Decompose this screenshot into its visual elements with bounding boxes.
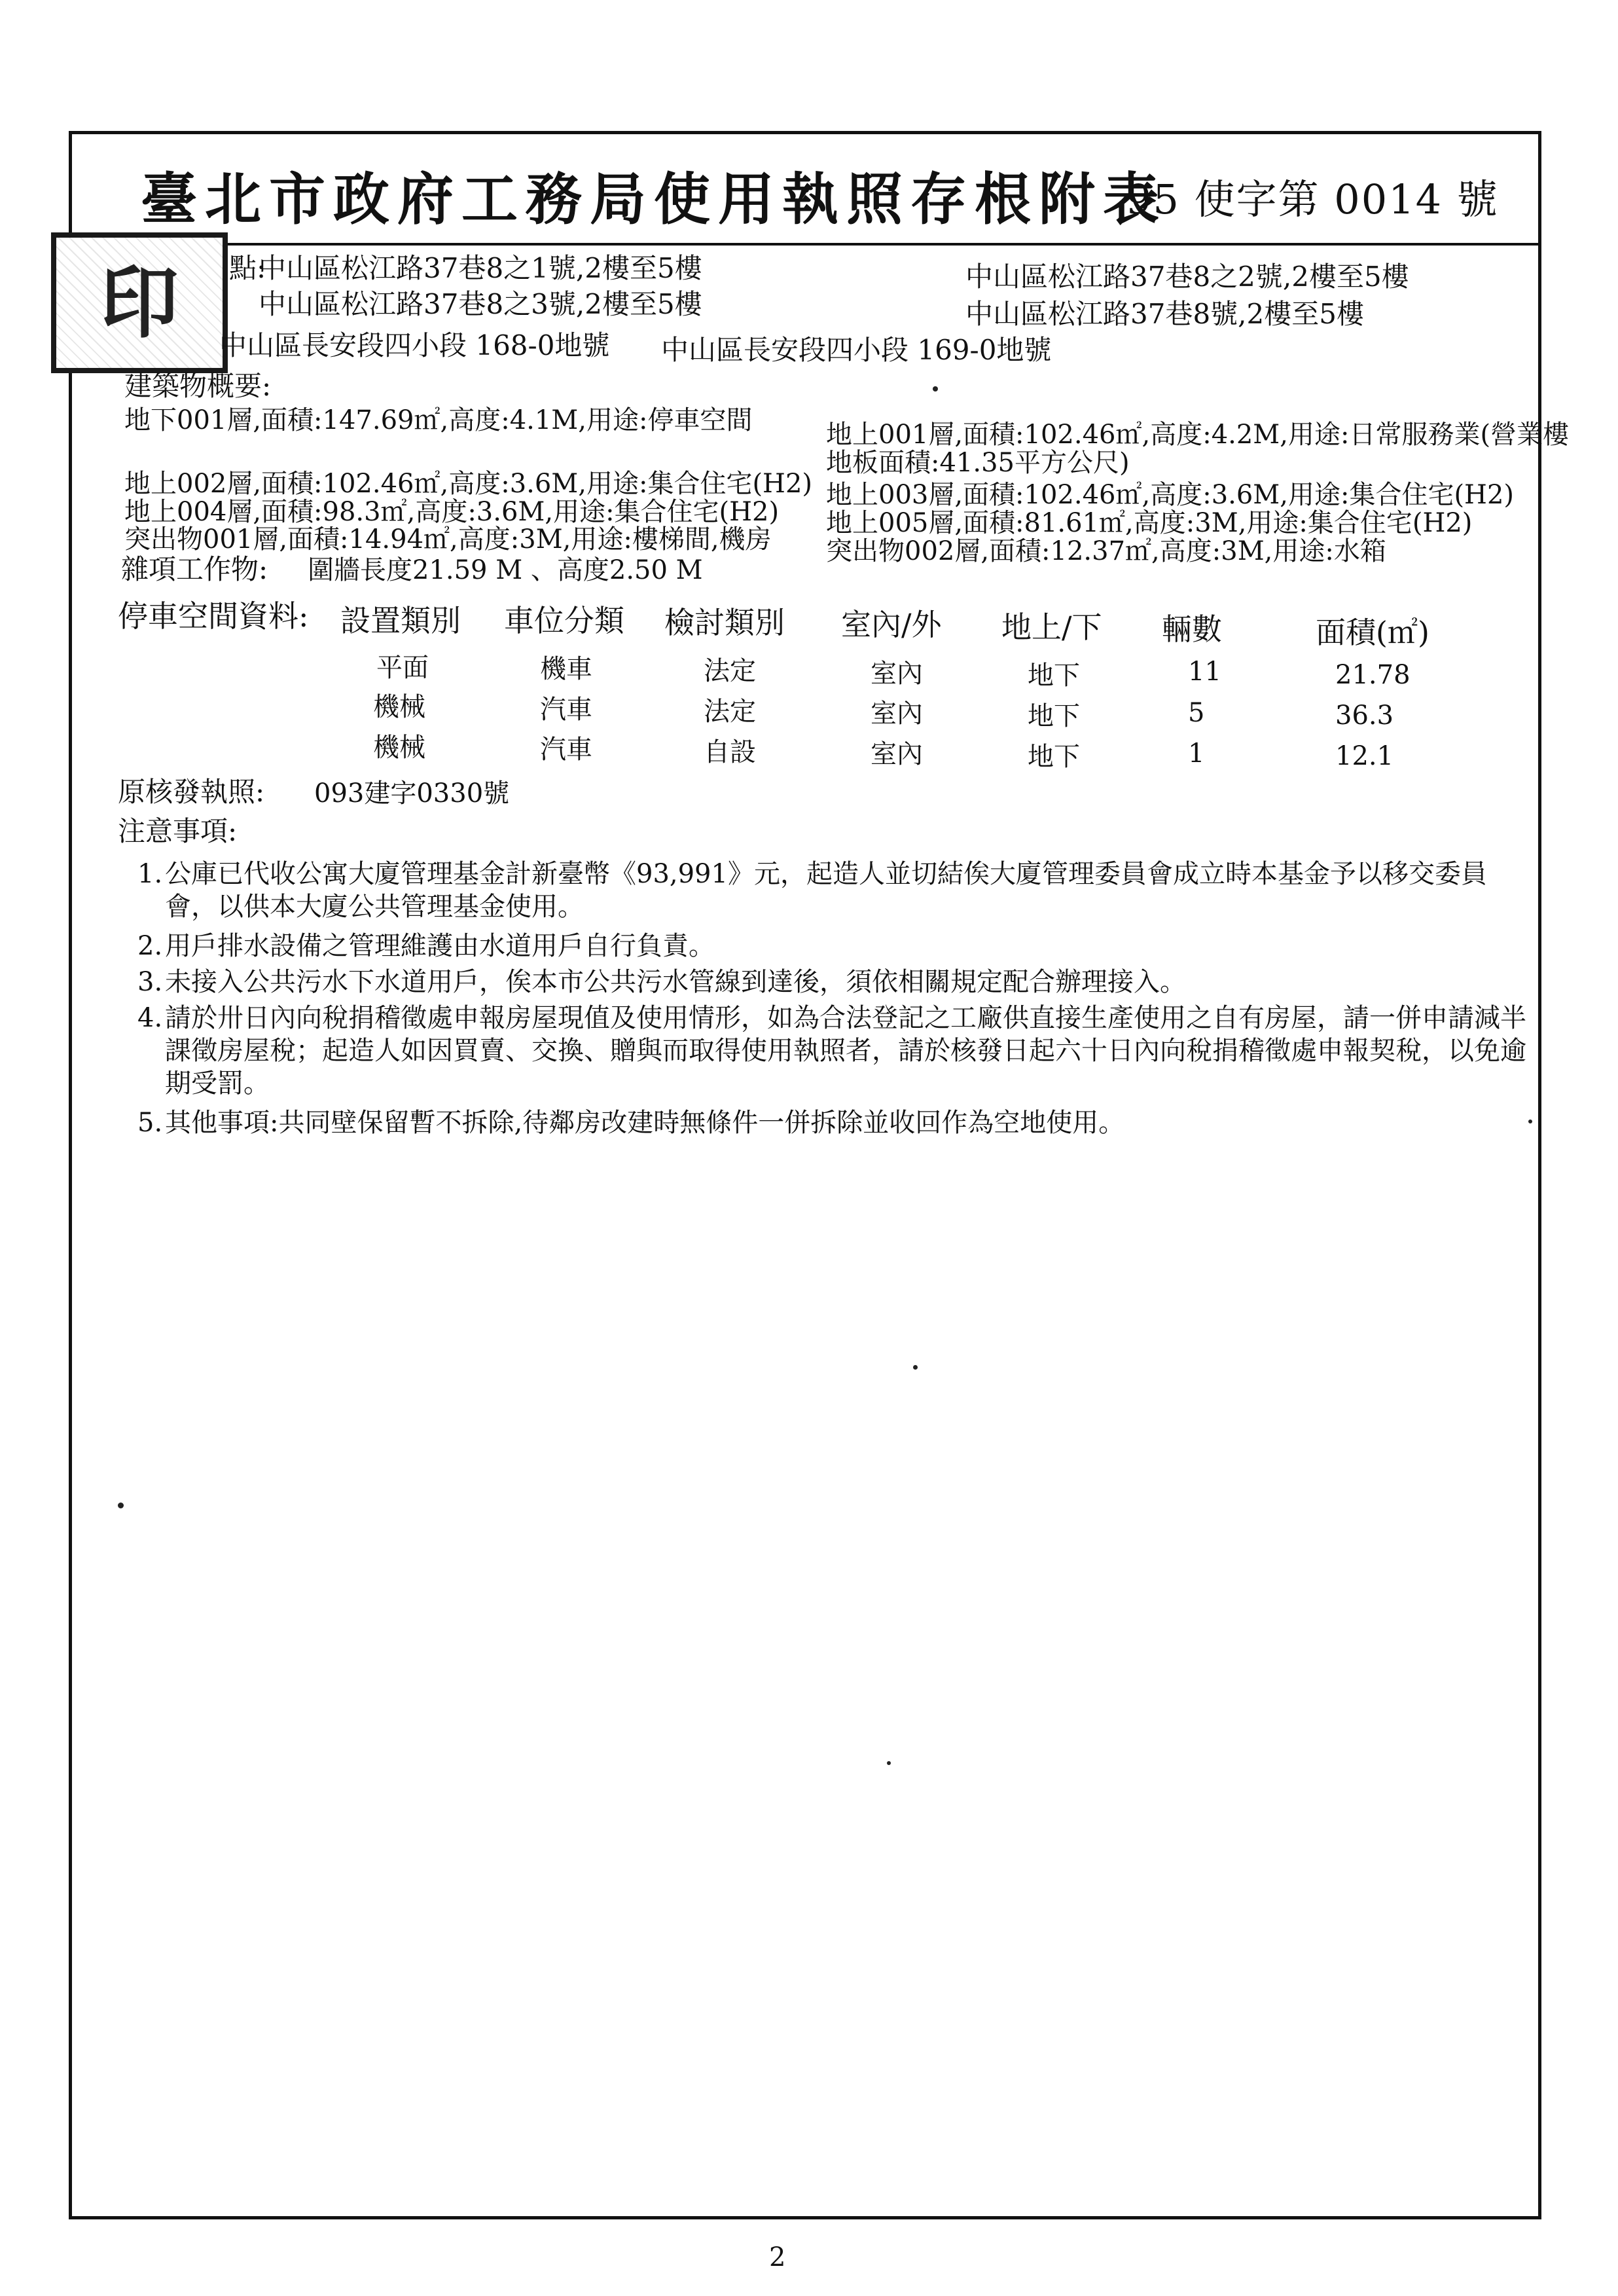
parking-r2-indoor: 室內 <box>871 699 923 729</box>
parking-r2-review: 法定 <box>704 697 756 727</box>
address-4: 中山區松江路37巷8號,2樓至5樓 <box>965 298 1364 330</box>
note-5-number: 5. <box>137 1108 163 1138</box>
floor-b1: 地下001層,面積:147.69㎡,高度:4.1M,用途:停車空間 <box>124 405 753 435</box>
lot-number-1: 中山區長安段四小段 168-0地號 <box>219 329 610 361</box>
lot-number-2: 中山區長安段四小段 169-0地號 <box>661 334 1052 366</box>
parking-r1-area: 21.78 <box>1335 660 1411 690</box>
original-permit-label: 原核發執照: <box>118 776 265 808</box>
location-label: 點: <box>229 252 266 284</box>
scan-speck <box>933 386 938 392</box>
parking-header-space-class: 車位分類 <box>504 603 624 638</box>
note-2-number: 2. <box>137 931 163 961</box>
document-title: 臺北市政府工務局使用執照存根附表 <box>141 166 1167 232</box>
address-2: 中山區松江路37巷8之2號,2樓至5樓 <box>965 261 1409 293</box>
parking-r2-level: 地下 <box>1028 701 1080 731</box>
building-summary-heading: 建築物概要: <box>124 370 272 402</box>
floor-2: 地上002層,面積:102.46㎡,高度:3.6M,用途:集合住宅(H2) <box>124 469 812 499</box>
parking-r1-level: 地下 <box>1028 661 1080 691</box>
parking-header-area: 面積(㎡) <box>1316 615 1429 650</box>
note-1-text: 公庫已代收公寓大廈管理基金計新臺幣《93,991》元，起造人並切結俟大廈管理委員會成立時本基金予以移交委員會，以供本大廈公共管理基金使用。 <box>165 859 1487 922</box>
parking-r2-setup: 機械 <box>373 692 425 722</box>
parking-r1-indoor: 室內 <box>871 659 923 689</box>
parking-r1-setup: 平面 <box>376 653 429 683</box>
seal-mark: 印 <box>100 256 179 349</box>
parking-r1-class: 機車 <box>540 654 592 684</box>
parking-r2-count: 5 <box>1188 698 1205 728</box>
floor-4: 地上004層,面積:98.3㎡,高度:3.6M,用途:集合住宅(H2) <box>124 497 780 527</box>
scan-speck <box>118 1503 124 1508</box>
floor-1-continued: 地板面積:41.35平方公尺) <box>826 448 1130 478</box>
parking-r3-review: 自設 <box>704 737 756 767</box>
parking-r3-level: 地下 <box>1028 742 1080 772</box>
note-4-number: 4. <box>137 1003 163 1033</box>
page-number: 2 <box>769 2242 786 2272</box>
parking-label: 停車空間資料: <box>118 598 309 634</box>
note-4-text: 請於卅日內向稅捐稽徵處申報房屋現值及使用情形，如為合法登記之工廠供直接生產使用之自有房屋，請一併申請減半課徵房屋稅；起造人如因買賣、交換、贈與而取得使用執照者，請於核發日起六十日內向稅捐稽徵處申報契稅，以免逾期受罰。 <box>165 1003 1526 1099</box>
note-2-text: 用戶排水設備之管理維護由水道用戶自行負責。 <box>165 931 715 961</box>
parking-r1-count: 11 <box>1188 657 1221 687</box>
floor-5: 地上005層,面積:81.61㎡,高度:3M,用途:集合住宅(H2) <box>826 508 1473 538</box>
note-3-number: 3. <box>137 967 163 997</box>
floor-rooftop-2: 突出物002層,面積:12.37㎡,高度:3M,用途:水箱 <box>826 536 1386 566</box>
scan-speck <box>1528 1120 1532 1123</box>
parking-header-above-below: 地上/下 <box>1001 610 1102 645</box>
parking-r3-indoor: 室內 <box>871 739 923 769</box>
parking-r2-class: 汽車 <box>540 695 592 725</box>
misc-works-label: 雜項工作物: <box>121 553 268 585</box>
parking-header-setup-type: 設置類別 <box>340 603 461 638</box>
parking-header-count: 輛數 <box>1162 611 1222 647</box>
address-1: 中山區松江路37巷8之1號,2樓至5樓 <box>259 252 702 284</box>
parking-r2-area: 36.3 <box>1335 701 1394 731</box>
permit-number: 95 使字第 0014 號 <box>1126 175 1499 223</box>
official-seal-stamp <box>51 232 228 373</box>
floor-1: 地上001層,面積:102.46㎡,高度:4.2M,用途:日常服務業(營業樓 <box>826 420 1570 450</box>
parking-r3-area: 12.1 <box>1335 741 1394 771</box>
note-3-text: 未接入公共污水下水道用戶，俟本市公共污水管線到達後，須依相關規定配合辦理接入。 <box>165 967 1186 997</box>
scan-speck <box>913 1365 918 1370</box>
parking-header-indoor-outdoor: 室內/外 <box>841 607 942 642</box>
notes-heading: 注意事項: <box>118 815 238 847</box>
floor-rooftop-1: 突出物001層,面積:14.94㎡,高度:3M,用途:樓梯間,機房 <box>124 524 772 555</box>
scan-speck <box>887 1761 891 1765</box>
title-row <box>69 131 1541 246</box>
original-permit-number: 093建字0330號 <box>314 778 510 809</box>
parking-r3-setup: 機械 <box>373 733 425 763</box>
parking-r1-review: 法定 <box>704 656 756 686</box>
parking-r3-count: 1 <box>1188 738 1205 769</box>
parking-r3-class: 汽車 <box>540 735 592 765</box>
floor-3: 地上003層,面積:102.46㎡,高度:3.6M,用途:集合住宅(H2) <box>826 480 1514 510</box>
misc-works-value: 圍牆長度21.59 M 、高度2.50 M <box>308 555 703 585</box>
note-1-number: 1. <box>137 859 163 889</box>
parking-header-review-class: 檢討類別 <box>664 605 785 640</box>
address-3: 中山區松江路37巷8之3號,2樓至5樓 <box>259 288 702 320</box>
note-5-text: 其他事項:共同壁保留暫不拆除,待鄰房改建時無條件一併拆除並收回作為空地使用。 <box>165 1108 1125 1138</box>
